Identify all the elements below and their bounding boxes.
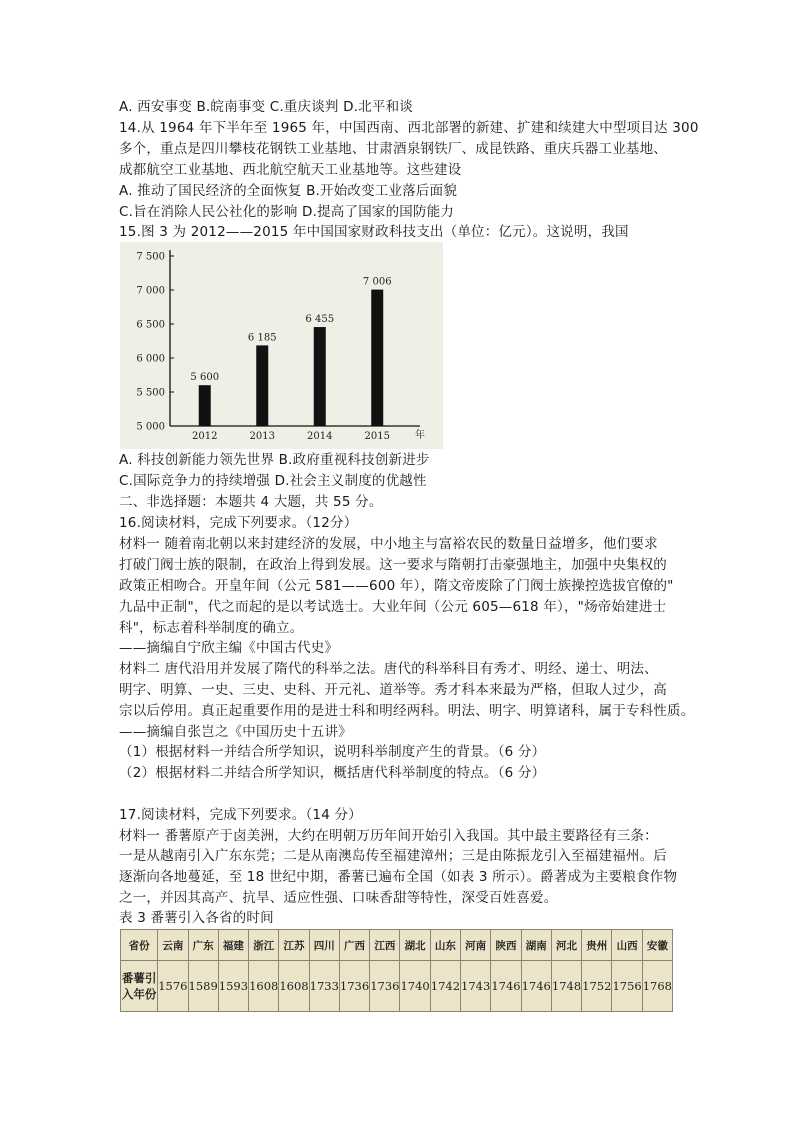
province-cell: 浙江	[249, 930, 279, 961]
y-tick-label: 6 000	[136, 353, 165, 365]
table-row-header: 番薯引入年份	[121, 961, 158, 1012]
province-cell: 河北	[551, 930, 581, 961]
question-14-stem: 14.从 1964 年下半年至 1965 年，中国西南、西北部署的新建、扩建和续建大中型项目达 300	[119, 120, 699, 136]
material-text: 材料二 唐代沿用并发展了隋代的科举之法。唐代的科举科目有秀才、明经、递士、明法、	[119, 661, 658, 677]
year-cell: 1589	[188, 961, 218, 1012]
province-cell: 广西	[339, 930, 369, 961]
x-axis-unit: 年	[415, 430, 425, 441]
sub-question: （1）根据材料一并结合所学知识，说明科举制度产生的背景。（6 分）	[119, 744, 546, 760]
year-cell: 1742	[430, 961, 460, 1012]
material-text: 材料一 随着南北朝以来封建经济的发展，中小地主与富裕农民的数量日益增多，他们要求	[119, 536, 658, 552]
bar	[256, 345, 268, 426]
year-cell: 1736	[339, 961, 369, 1012]
province-cell: 陕西	[491, 930, 521, 961]
bar	[199, 385, 211, 426]
year-cell: 1733	[309, 961, 339, 1012]
year-cell: 1746	[491, 961, 521, 1012]
year-cell: 1740	[400, 961, 430, 1012]
table-row	[121, 961, 673, 1012]
year-cell: 1736	[370, 961, 400, 1012]
sweet-potato-table	[120, 929, 673, 1012]
year-cell: 1608	[279, 961, 309, 1012]
y-tick-label: 6 500	[136, 319, 165, 331]
material-text: 逐渐向各地蔓延，至 18 世纪中期，番薯已遍布全国（如表 3 所示）。爵著成为主要粮食作物	[119, 869, 678, 885]
province-cell: 四川	[309, 930, 339, 961]
option-line: A. 西安事变 B.皖南事变 C.重庆谈判 D.北平和谈	[119, 99, 414, 115]
year-cell: 1756	[612, 961, 642, 1012]
question-17-heading: 17.阅读材料，完成下列要求。（14 分）	[119, 807, 362, 823]
x-tick-label: 2015	[364, 431, 390, 442]
bar-chart	[120, 242, 443, 449]
y-tick-label: 5 000	[136, 421, 165, 433]
province-cell: 云南	[158, 930, 188, 961]
question-14-stem: 多个，重点是四川攀枝花钢铁工业基地、甘肃酒泉钢铁厂、成昆铁路、重庆兵器工业基地、	[119, 141, 667, 157]
question-15-stem: 15.图 3 为 2012——2015 年中国国家财政科技支出（单位：亿元）。这说明，我国	[119, 224, 629, 240]
province-cell: 湖南	[521, 930, 551, 961]
bar-value-label: 6 185	[247, 332, 277, 344]
option-line: C.旨在消除人民公社化的影响 D.提高了国家的国防能力	[119, 204, 455, 220]
year-cell: 1746	[521, 961, 551, 1012]
x-tick-label: 2013	[249, 431, 275, 442]
sub-question: （2）根据材料二并结合所学知识，概括唐代科举制度的特点。（6 分）	[119, 765, 546, 781]
province-cell: 福建	[218, 930, 248, 961]
y-tick-label: 7 000	[136, 285, 165, 297]
x-tick-label: 2014	[307, 431, 333, 442]
province-cell: 河南	[461, 930, 491, 961]
section-heading: 二、非选择题：本题共 4 大题，共 55 分。	[119, 494, 383, 510]
option-line: A. 科技创新能力领先世界 B.政府重视科技创新进步	[119, 452, 430, 468]
material-text: 之一，并因其高产、抗旱、适应性强、口味香甜等特性，深受百姓喜爱。	[119, 890, 558, 906]
x-tick-label: 2012	[192, 431, 218, 442]
source-citation: ——摘编自张岂之《中国历史十五讲》	[119, 724, 352, 740]
year-cell: 1748	[551, 961, 581, 1012]
province-cell: 安徽	[642, 930, 672, 961]
y-tick-label: 5 500	[136, 387, 165, 399]
province-cell: 贵州	[582, 930, 612, 961]
material-text: 宗以后停用。真正起重要作用的是进士科和明经两科。明法、明字、明算诸科，属于专科性质。	[119, 703, 695, 719]
question-16-heading: 16.阅读材料，完成下列要求。（12分）	[119, 515, 358, 531]
province-cell: 山东	[430, 930, 460, 961]
table-caption: 表 3 番薯引入各省的时间	[119, 910, 274, 926]
province-cell: 广东	[188, 930, 218, 961]
material-text: 打破门阀士族的限制，在政治上得到发展。这一要求与隋朝打击豪强地主，加强中央集权的	[119, 557, 667, 573]
year-cell: 1576	[158, 961, 188, 1012]
option-line: A. 推动了国民经济的全面恢复 B.开始改变工业落后面貌	[119, 183, 458, 199]
bar	[371, 290, 383, 426]
question-14-stem: 成都航空工业基地、西北航空航天工业基地等。这些建设	[119, 162, 462, 178]
province-cell: 江西	[370, 930, 400, 961]
material-text: 材料一 番薯原产于卤美洲，大约在明朝万历年间开始引入我国。其中最主要路径有三条：	[119, 828, 658, 844]
bar-value-label: 6 455	[305, 314, 335, 326]
material-text: 一是从越南引入广东东莞；二是从南澳岛传至福建漳州；三是由陈振龙引入至福建福州。后	[119, 848, 667, 864]
bar	[314, 327, 326, 426]
source-citation: ——摘编自宁欣主编《中国古代史》	[119, 640, 339, 656]
material-text: 九品中正制"，代之而起的是以考试选士。大业年间（公元 605—618 年），"炀帝始建进士	[119, 599, 667, 615]
year-cell: 1752	[582, 961, 612, 1012]
year-cell: 1593	[218, 961, 248, 1012]
province-cell: 山西	[612, 930, 642, 961]
year-cell: 1608	[249, 961, 279, 1012]
material-text: 科"，标志着科举制度的确立。	[119, 620, 304, 636]
province-cell: 湖北	[400, 930, 430, 961]
bar-value-label: 5 600	[190, 372, 220, 384]
material-text: 政策正相吻合。开皇年间（公元 581——600 年），隋文帝废除了门阀士族操控选拔官僚的"	[119, 578, 674, 594]
y-tick-label: 7 500	[136, 251, 165, 263]
bar-value-label: 7 006	[362, 276, 392, 288]
table-row-header: 省份	[121, 930, 158, 961]
province-cell: 江苏	[279, 930, 309, 961]
material-text: 明字、明算、一史、三史、史科、开元礼、道举等。秀才科本来最为严格，但取人过少，高	[119, 682, 667, 698]
bar-chart-figure	[120, 242, 443, 449]
table-header-row	[121, 930, 673, 961]
year-cell: 1743	[461, 961, 491, 1012]
option-line: C.国际竞争力的持续增强 D.社会主义制度的优越性	[119, 473, 427, 489]
year-cell: 1768	[642, 961, 672, 1012]
